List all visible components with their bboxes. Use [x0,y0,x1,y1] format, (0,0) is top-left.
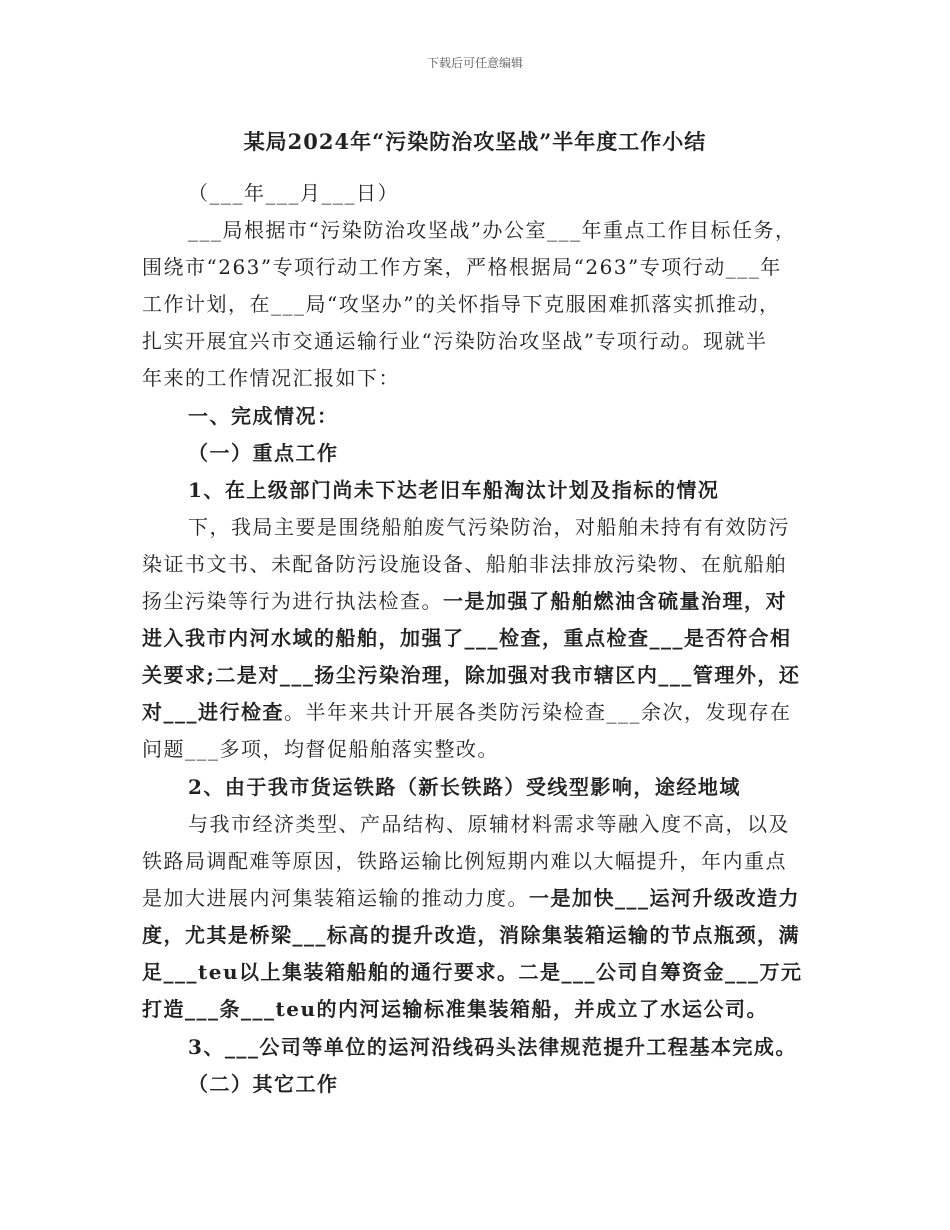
subsection-heading: （一）重点工作 [188,441,339,465]
paragraph-line: 工作计划，在___局“攻坚办”的关怀指导下克服困难抓落实抓推动， [142,292,781,316]
subsection-heading: （二）其它工作 [188,1072,339,1096]
paragraph-line: ___局根据市“污染防治攻坚战”办公室___年重点工作目标任务， [188,218,797,242]
paragraph-line: 扬尘污染等行为进行执法检查。一是加强了船舶燃油含硫量治理，对 [142,589,787,613]
header-note: 下载后可任意编辑 [426,56,523,70]
paragraph-line: 是加大进展内河集装箱运输的推动力度。一是加快___运河升级改造力 [142,886,800,910]
paragraph-line: 关要求;二是对___扬尘污染治理，除加强对我市辖区内___管理外，还 [142,663,801,687]
paragraph-line: 进入我市内河水域的船舶，加强了___检查，重点检查___是否符合相 [142,626,792,650]
item-heading: 1、在上级部门尚未下达老旧车船淘汰计划及指标的情况 [188,478,720,502]
paragraph-line: 铁路局调配难等原因，铁路运输比例短期内难以大幅提升，年内重点 [142,849,787,873]
paragraph-line: 度，尤其是桥梁___标高的提升改造，消除集装箱运输的节点瓶颈，满 [142,923,800,947]
paragraph-line: 问题___多项，均督促船舶落实整改。 [142,737,499,761]
paragraph-line: 下，我局主要是围绕船舶废气污染防治，对船舶未持有有效防污 [188,515,790,539]
item-heading: 2、由于我市货运铁路（新长铁路）受线型影响，途经地域 [188,775,741,799]
paragraph-line: 染证书文书、未配备防污设施设备、船舶非法排放污染物、在航船舶 [142,552,787,576]
section-heading: 一、完成情况： [188,404,339,428]
item-heading: 3、___公司等单位的运河沿线码头法律规范提升工程基本完成。 [188,1035,797,1059]
paragraph-line: 对___进行检查。半年来共计开展各类防污染检查___余次，发现存在 [142,700,792,724]
paragraph-line: 围绕市“263”专项行动工作方案，严格根据局“263”专项行动___年 [142,255,782,279]
paragraph-line: 扎实开展宜兴市交通运输行业“污染防治攻坚战”专项行动。现就半 [142,329,768,353]
paragraph-line: 打造___条___teu的内河运输标准集装箱船，并成立了水运公司。 [142,997,769,1021]
paragraph-line: 足___teu以上集装箱船舶的通行要求。二是___公司自筹资金___万元 [142,960,803,984]
document-title: 某局2024年“污染防治攻坚战”半年度工作小结 [243,129,707,154]
paragraph-line: 年来的工作情况汇报如下： [142,366,400,390]
paragraph-line: 与我市经济类型、产品结构、原辅材料需求等融入度不高，以及 [188,812,790,836]
date-line: （___年___月___日） [188,181,399,205]
